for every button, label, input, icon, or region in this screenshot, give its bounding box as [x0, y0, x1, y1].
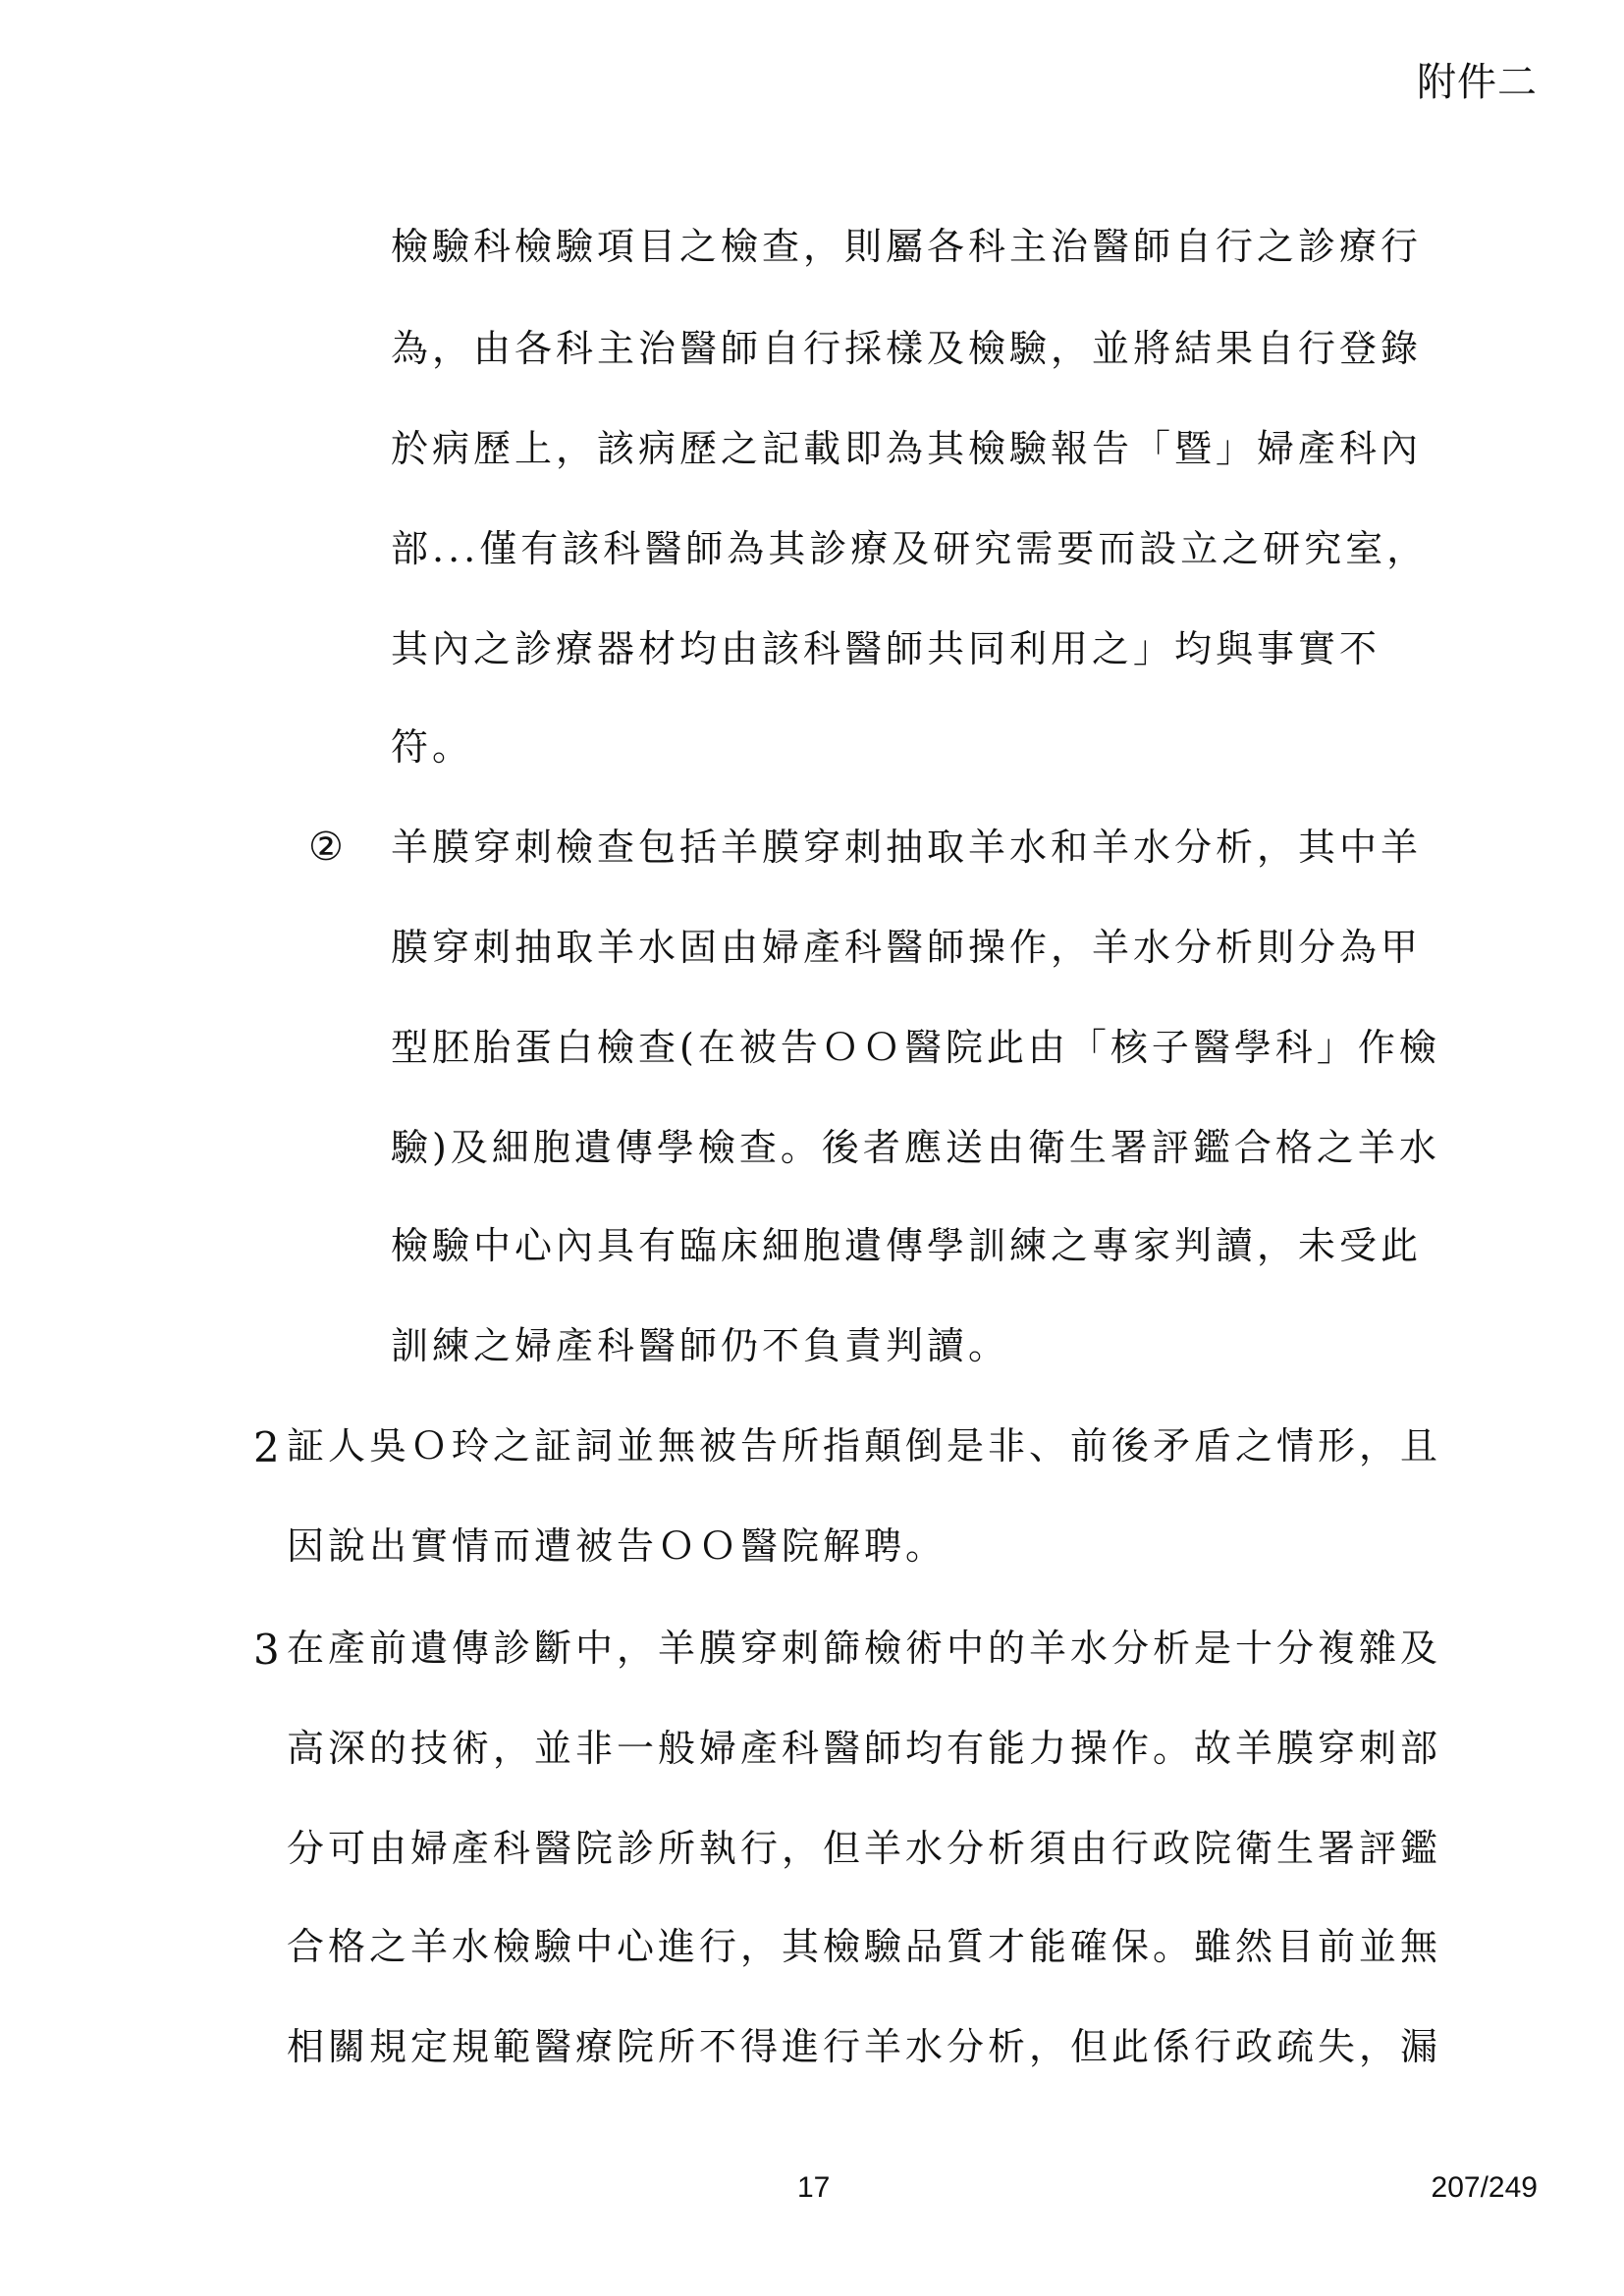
paragraph-line: 分可由婦產科醫院診所執行，但羊水分析須由行政院衛生署評鑑 — [287, 1827, 1442, 1870]
paragraph-line: 部...僅有該科醫師為其診療及研究需要而設立之研究室， — [391, 527, 1429, 570]
section-number: 2 — [253, 1423, 280, 1471]
paragraph-line: 合格之羊水檢驗中心進行，其檢驗品質才能確保。雖然目前並無 — [287, 1925, 1442, 1968]
paragraph-line: 其內之診療器材均由該科醫師共同利用之」均與事實不 — [391, 627, 1381, 670]
paragraph-line: 於病歷上，該病歷之記載即為其檢驗報告「暨」婦產科內 — [391, 427, 1423, 470]
paragraph-line: 高深的技術，並非一般婦產科醫師均有能力操作。故羊膜穿刺部 — [287, 1727, 1442, 1770]
paragraph-line: 膜穿刺抽取羊水固由婦產科醫師操作，羊水分析則分為甲 — [391, 926, 1423, 969]
paragraph-line: 因說出實情而遭被告ＯＯ醫院解聘。 — [287, 1524, 947, 1568]
paragraph-line: 符。 — [391, 725, 474, 769]
paragraph-line: 型胚胎蛋白檢查(在被告ＯＯ醫院此由「核子醫學科」作檢 — [391, 1026, 1440, 1069]
paragraph-line: 檢驗中心內具有臨床細胞遺傳學訓練之專家判讀，未受此 — [391, 1224, 1423, 1267]
attachment-label: 附件二 — [1417, 60, 1538, 105]
item-marker: ② — [308, 825, 344, 870]
paragraph-line: 驗)及細胞遺傳學檢查。後者應送由衛生署評鑑合格之羊水 — [391, 1126, 1440, 1169]
paragraph-line: 証人吳Ｏ玲之証詞並無被告所指顛倒是非、前後矛盾之情形，且 — [287, 1424, 1442, 1468]
page-count: 207/249 — [1431, 2171, 1538, 2204]
paragraph-line: 在產前遺傳診斷中，羊膜穿刺篩檢術中的羊水分析是十分複雜及 — [287, 1627, 1442, 1670]
paragraph-line: 為，由各科主治醫師自行採樣及檢驗，並將結果自行登錄 — [391, 327, 1423, 370]
page-number: 17 — [797, 2171, 831, 2204]
section-number: 3 — [253, 1626, 280, 1674]
paragraph-line: 訓練之婦產科醫師仍不負責判讀。 — [391, 1324, 1010, 1367]
paragraph-line: 相關規定規範醫療院所不得進行羊水分析，但此係行政疏失，漏 — [287, 2025, 1442, 2068]
paragraph-line: 羊膜穿刺檢查包括羊膜穿刺抽取羊水和羊水分析，其中羊 — [391, 826, 1423, 869]
paragraph-line: 檢驗科檢驗項目之檢查，則屬各科主治醫師自行之診療行 — [391, 225, 1423, 268]
